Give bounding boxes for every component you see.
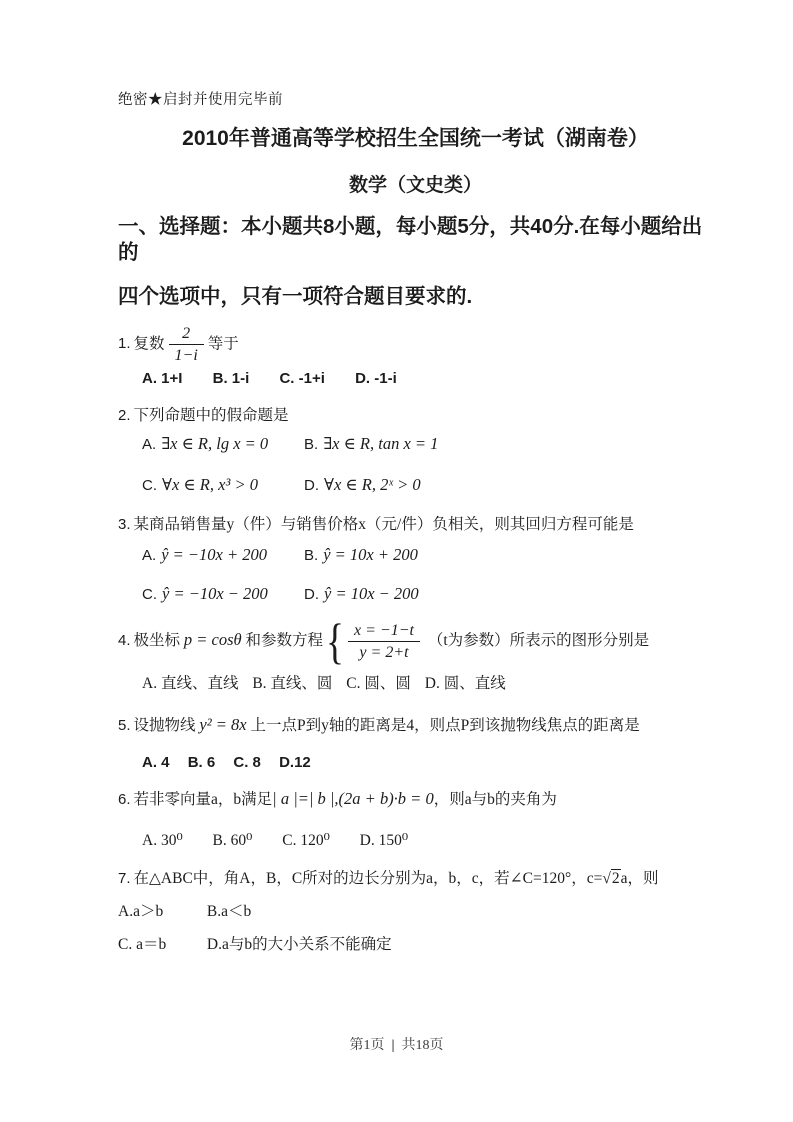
option-label: D. <box>304 586 319 604</box>
option-label: C. <box>142 586 157 604</box>
question-4-option-d: D. 圆、直线 <box>424 675 506 693</box>
question-7-number: 7. <box>118 870 131 888</box>
question-4-text-mid: 和参数方程 <box>245 632 324 650</box>
question-2-stem <box>118 405 713 426</box>
polar-equation: p = cosθ <box>183 630 242 650</box>
question-3-options-row2 <box>118 584 713 605</box>
fraction-numerator: 2 <box>182 325 191 342</box>
question-5-option-b: B. 6 <box>187 754 216 772</box>
question-6-text-prefix: 若非零向量a，b满足 <box>133 791 273 809</box>
question-4-option-c: C. 圆、圆 <box>346 675 411 693</box>
exam-title: 2010年普通高等学校招生全国统一考试（湖南卷） <box>182 127 649 150</box>
question-1-options <box>118 369 713 389</box>
fraction-denominator: 1−i <box>169 344 204 365</box>
question-6-options <box>118 831 713 851</box>
parabola-equation: y² = 8x <box>199 715 247 735</box>
question-3-number: 3. <box>118 516 131 534</box>
question-7-stem <box>118 868 713 889</box>
question-5-stem <box>118 714 713 736</box>
option-math: ŷ = 10x + 200 <box>323 545 418 565</box>
question-7-options-row1 <box>118 902 713 922</box>
question-2-options-row1 <box>118 434 713 455</box>
option-math: ∀x ∈ R, 2ˣ > 0 <box>324 475 421 495</box>
question-2-option-c <box>142 475 300 496</box>
question-1-text-prefix: 复数 <box>133 335 165 353</box>
question-4-text-prefix: 极坐标 <box>133 632 181 650</box>
question-6-option-b: B. 60⁰ <box>212 832 253 850</box>
section-heading-line1: 一、选择题：本小题共8小题，每小题5分，共40分.在每小题给出的 <box>118 215 703 264</box>
question-4-option-b: B. 直线、圆 <box>252 675 333 693</box>
footer-separator: | <box>391 1038 395 1053</box>
confidential-notice: 绝密★启封并使用完毕前 <box>118 92 283 108</box>
question-1-number: 1. <box>118 335 131 353</box>
radical-sign: √ <box>602 870 611 888</box>
option-label: A. <box>142 547 157 565</box>
question-6-stem <box>118 788 713 810</box>
question-2-option-b <box>304 434 438 455</box>
option-math: ŷ = 10x − 200 <box>324 584 419 604</box>
question-3-options-row1 <box>118 545 713 566</box>
system-equations <box>348 621 420 662</box>
question-2-options-row2 <box>118 475 713 496</box>
question-6-option-a: A. 30⁰ <box>142 832 183 850</box>
question-2-number: 2. <box>118 407 131 425</box>
footer-total-pages: 共18页 <box>401 1038 444 1053</box>
question-3-option-c <box>142 584 300 605</box>
question-5-text-prefix: 设抛物线 <box>133 717 196 735</box>
exam-subtitle: 数学（文史类） <box>348 175 482 196</box>
question-5-options <box>118 753 713 773</box>
question-1-text-suffix: 等于 <box>207 335 239 353</box>
question-2-option-d <box>304 475 421 496</box>
question-3-option-a <box>142 545 300 566</box>
question-1-option-b: B. 1-i <box>212 370 250 388</box>
question-4-text-suffix: （t为参数）所表示的图形分别是 <box>427 632 650 650</box>
question-1-option-c: C. -1+i <box>279 370 325 388</box>
square-root <box>602 869 620 887</box>
option-math: ∀x ∈ R, x³ > 0 <box>162 475 258 495</box>
question-7-option-a: A.a＞b <box>118 903 164 921</box>
option-math: ∃x ∈ R, lg x = 0 <box>161 434 269 454</box>
question-5-text-suffix: 上一点P到y轴的距离是4，则点P到该抛物线焦点的距离是 <box>250 717 640 735</box>
question-1-option-d: D. -1-i <box>355 370 397 388</box>
question-1-option-a: A. 1+I <box>142 370 183 388</box>
question-7-option-c: C. a＝b <box>118 936 167 954</box>
question-5-option-a: A. 4 <box>142 754 170 772</box>
question-5-option-c: C. 8 <box>233 754 261 772</box>
system-equation-bottom: y = 2+t <box>348 641 420 662</box>
option-label: B. <box>304 547 319 565</box>
footer-page-number: 第1页 <box>349 1038 385 1053</box>
question-6-text-suffix: ，则a与b的夹角为 <box>433 791 557 809</box>
system-equation-top: x = −1−t <box>354 622 414 640</box>
question-3-option-b <box>304 545 418 566</box>
page-footer <box>0 1034 793 1054</box>
option-label: B. <box>304 436 319 454</box>
question-6-option-d: D. 150⁰ <box>359 832 409 850</box>
question-3-text: 某商品销售量y（件）与销售价格x（元/件）负相关，则其回归方程可能是 <box>133 516 634 534</box>
question-4-option-a: A. 直线、直线 <box>142 675 239 693</box>
option-label: A. <box>142 436 157 454</box>
question-6-number: 6. <box>118 791 131 809</box>
parametric-system <box>323 613 424 670</box>
option-label: D. <box>304 477 319 495</box>
vector-condition: | a |=| b |,(2a + b)·b = 0 <box>272 789 434 809</box>
section-heading-line2: 四个选项中，只有一项符合题目要求的. <box>118 285 473 308</box>
question-3-stem <box>118 514 713 535</box>
question-4-number: 4. <box>118 632 131 650</box>
question-4-options <box>118 674 713 694</box>
option-math: ŷ = −10x + 200 <box>161 545 267 565</box>
system-brace: { <box>326 613 345 670</box>
question-5-number: 5. <box>118 717 131 735</box>
question-7-text-suffix: a，则 <box>620 870 659 888</box>
question-7-option-b: B.a＜b <box>206 903 252 921</box>
question-2-text: 下列命题中的假命题是 <box>133 407 289 425</box>
question-4-stem <box>118 613 713 670</box>
question-6-option-c: C. 120⁰ <box>282 832 330 850</box>
option-label: C. <box>142 477 157 495</box>
question-1-stem <box>118 324 713 365</box>
question-3-option-d <box>304 584 419 605</box>
question-7-text-prefix: 在△ABC中，角A，B，C所对的边长分别为a，b，c，若∠C=120°，c= <box>133 870 603 888</box>
question-7-options-row2 <box>118 935 713 955</box>
fraction <box>169 324 204 365</box>
option-math: ∃x ∈ R, tan x = 1 <box>323 434 439 454</box>
radicand: 2 <box>611 870 620 888</box>
option-math: ŷ = −10x − 200 <box>162 584 268 604</box>
question-7-option-d: D.a与b的大小关系不能确定 <box>206 936 392 954</box>
question-2-option-a <box>142 434 300 455</box>
question-5-option-d: D.12 <box>279 754 311 772</box>
